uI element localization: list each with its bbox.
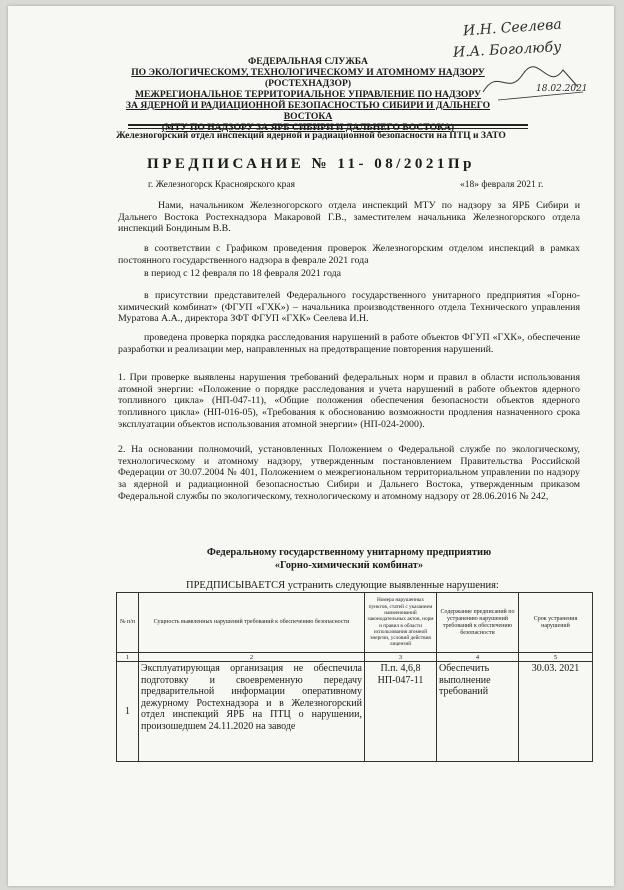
- col-number: 3: [365, 653, 437, 662]
- row-essence: Эксплуатирующая организация не обеспечила подготовку и своевременную передачу предварительной информации оперативному дежурному Ростехнадзора и в Железногорский отдел инспекций ЯРБ на ПТЦ о нарушении, произошедшем 24.11.2020 на заводе: [139, 662, 365, 762]
- paragraph-authority: 2. На основании полномочий, установленных Положением о Федеральной службе по экологическому, технологическому и атомному надзору, утвержденным постановлением Правительства Российской Федерации от 30.07.2004 № 401, Положением о межрегиональном территориальном управлении по надзору за ядерной и радиационной безопасностью Сибири и Дальнего Востока, утвержденным приказом Федеральной службы по экологическому, технологическому и атомному надзору от 28.06.2016 № 242,: [118, 444, 580, 502]
- header-line-4: МЕЖРЕГИОНАЛЬНОЕ ТЕРРИТОРИАЛЬНОЕ УПРАВЛЕНИЕ ПО НАДЗОРУ: [134, 89, 482, 100]
- header-essence: Сущность выявленных нарушений требований к обеспечению безопасности: [139, 593, 365, 653]
- prescription-line: ПРЕДПИСЫВАЕТСЯ устранить следующие выявленные нарушения:: [186, 580, 499, 591]
- header-num: № п/п: [117, 593, 139, 653]
- document-date: «18» февраля 2021 г.: [460, 180, 544, 190]
- col-number: 4: [437, 653, 519, 662]
- header-line-2: ПО ЭКОЛОГИЧЕСКОМУ, ТЕХНОЛОГИЧЕСКОМУ И АТОМНОМУ НАДЗОРУ: [131, 67, 485, 78]
- paragraph-schedule: [118, 243, 580, 266]
- row-content: Обеспечить выполнение требований: [437, 662, 519, 762]
- header-line-1: ФЕДЕРАЛЬНАЯ СЛУЖБА: [248, 56, 368, 67]
- paragraph-presence: [118, 290, 580, 325]
- row-refs: П.п. 4,6,8 НП-047-11: [365, 662, 437, 762]
- paragraph-violations: 1. При проверке выявлены нарушения требований федеральных норм и правил в области использования атомной энергии: «Положение о порядке расследования и учета нарушений в работе объектов ядерного топливного цикла» (НП-047-11), «Общие положения обеспечения безопасности объектов ядерного топливного цикла» (НП-016-05), «Требования к обоснованию возможности продления назначенного срока эксплуатации объектов использования атомной энергии» (НП-024-2000).: [118, 372, 580, 430]
- table-row: [117, 662, 593, 762]
- header-divider-top: [128, 124, 528, 126]
- col-number: 1: [117, 653, 139, 662]
- paragraph-presence-text: в присутствии представителей Федерального государственного унитарного предприятия «Горно-химический комбинат» (ФГУП «ГХК») – начальника производственного отдела Технического управления Муратова А.А., директора ЗФТ ФГУП «ГХК» Сеелева И.Н.: [118, 290, 580, 325]
- document-page: [8, 6, 614, 886]
- header-refs: Номера нарушенных пунктов, статей с указанием наименований законодательных актов, норм и правил в области использования атомной энергии, условий действия лицензий: [365, 593, 437, 653]
- document-title: ПРЕДПИСАНИЕ № 11- 08/2021Пр: [147, 156, 475, 172]
- handwritten-date: 18.02.2021: [536, 84, 588, 94]
- addressee: [118, 546, 580, 572]
- header-deadline: Срок устранения нарушений: [519, 593, 593, 653]
- header-line-3: (РОСТЕХНАДЗОР): [264, 78, 352, 89]
- header-divider-bottom: [128, 128, 528, 129]
- addressee-line-2: «Горно-химический комбинат»: [274, 560, 424, 571]
- header-line-5: ЗА ЯДЕРНОЙ И РАДИАЦИОННОЙ БЕЗОПАСНОСТЬЮ СИБИРИ И ДАЛЬНЕГО ВОСТОКА: [125, 100, 491, 122]
- header-line-6: (МТУ ПО НАДЗОРУ ЗА ЯРБ СИБИРИ И ДАЛЬНЕГО ВОСТОКА): [161, 122, 455, 133]
- col-number: 5: [519, 653, 593, 662]
- paragraph-schedule-text: в соответствии с Графиком проведения проверок Железногорским отделом инспекций в рамках постоянного государственного надзора в феврале 2021 года: [118, 243, 580, 266]
- addressee-line-1: Федеральному государственному унитарному предприятию: [206, 547, 492, 558]
- paragraph-period: в период с 12 февраля по 18 февраля 2021 года: [144, 268, 342, 279]
- table-header-row: [117, 593, 593, 653]
- paragraph-inspection-scope: [118, 332, 580, 355]
- violations-table: [116, 592, 593, 762]
- paragraph-inspectors: [118, 200, 580, 235]
- department-name: Железногорский отдел инспекций ядерной и радиационной безопасности на ПТЦ и ЗАТО: [116, 130, 506, 141]
- header-content: Содержание предписаний по устранению нарушений требований к обеспечению безопасности: [437, 593, 519, 653]
- handwritten-signature-2: И.А. Боголюбу: [452, 39, 562, 61]
- col-number: 2: [139, 653, 365, 662]
- paragraph-inspectors-text: Нами, начальником Железногорского отдела инспекций МТУ по надзору за ЯРБ Сибири и Дальнего Востока Ростехнадзора Макаровой Г.В., заместителем начальника Железногорского отдела инспекций Бондиным В.В.: [118, 200, 580, 235]
- table-column-numbers-row: [117, 653, 593, 662]
- row-num: 1: [117, 662, 139, 762]
- row-deadline: 30.03. 2021: [519, 662, 593, 762]
- agency-header: [108, 56, 508, 133]
- handwritten-signature-1: И.Н. Сеелева: [462, 16, 563, 40]
- document-place: г. Железногорск Красноярского края: [148, 180, 295, 190]
- paragraph-inspection-scope-text: проведена проверка порядка расследования нарушений в работе объектов ФГУП «ГХК», обеспечение разработки и реализации мер, направленных на предотвращение повторения нарушений.: [118, 332, 580, 355]
